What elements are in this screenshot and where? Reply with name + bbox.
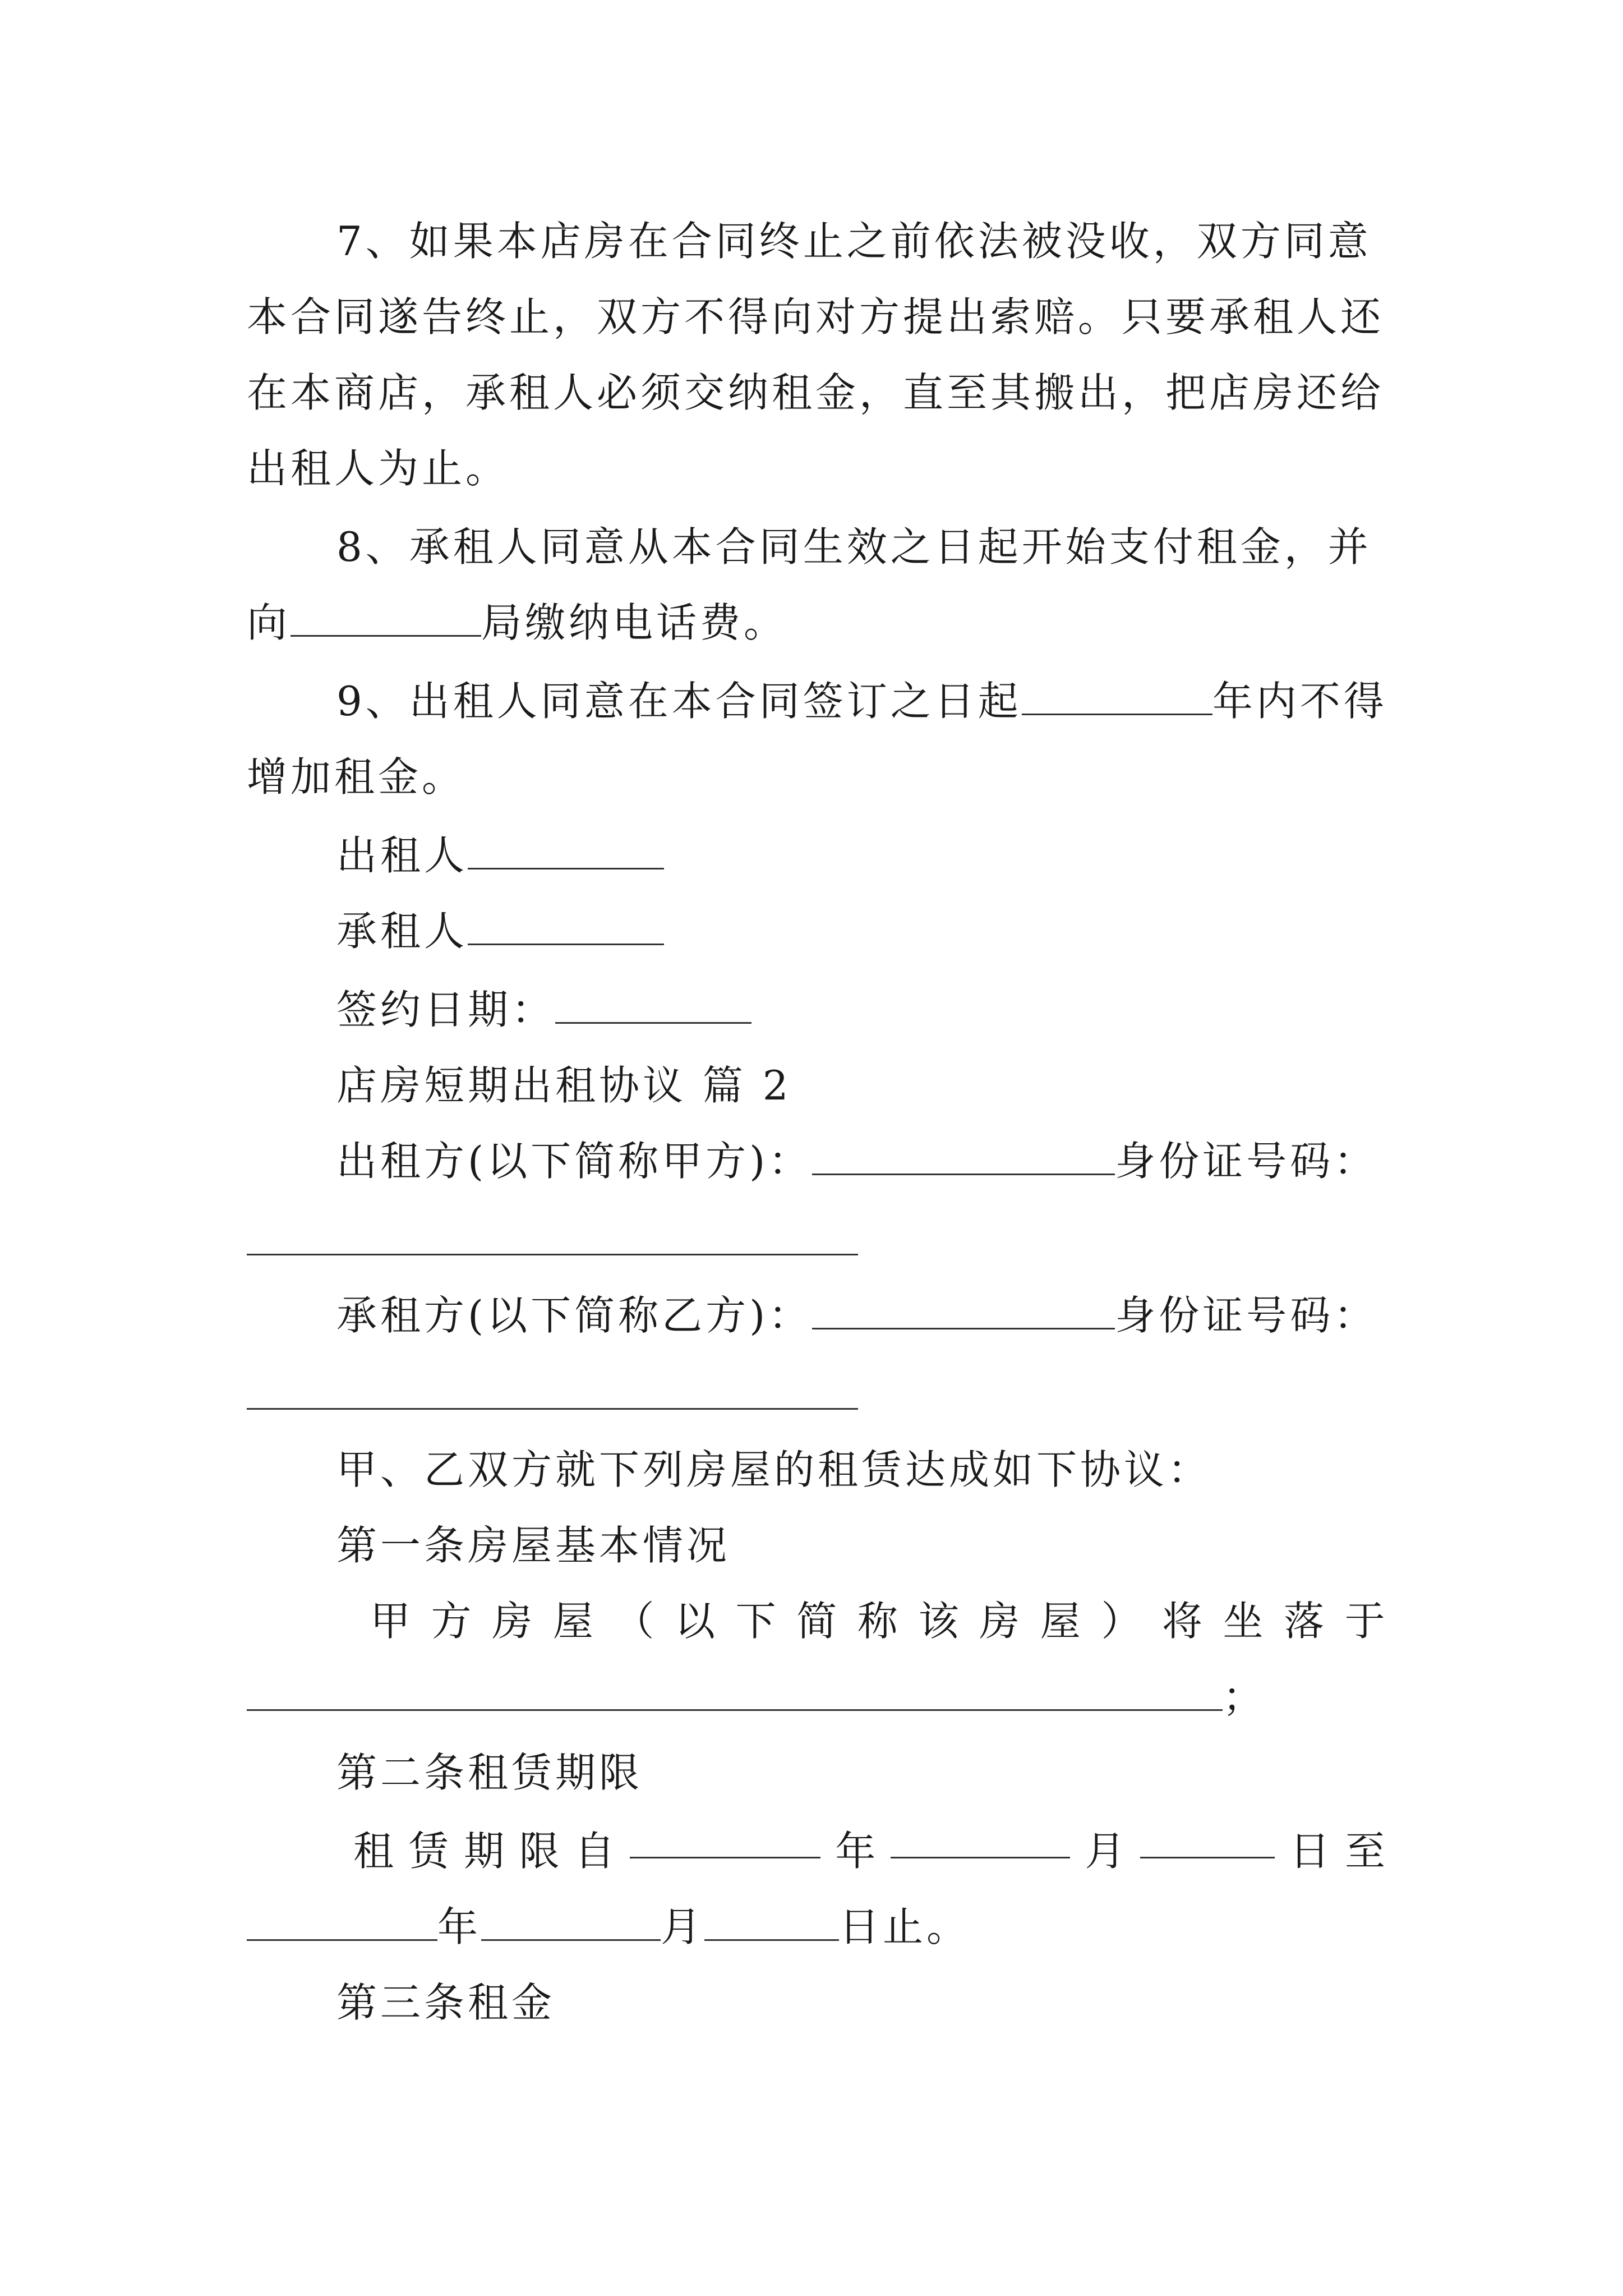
start-month-label: 月 — [1085, 1828, 1126, 1875]
clause-8-suffix: 局缴纳电话费。 — [481, 599, 788, 646]
clause-8-prefix: 向 — [247, 599, 291, 646]
start-year-blank[interactable] — [630, 1818, 820, 1858]
clause-9-prefix: 9、出租人同意在本合同签订之日起 — [336, 678, 1022, 725]
article-1-char: 房 — [979, 1598, 1020, 1645]
end-year-blank[interactable] — [247, 1900, 437, 1941]
article-1-char: 落 — [1284, 1598, 1325, 1645]
clause-7-line-2: 本合同遂告终止，双方不得向对方提出索赔。只要承租人还 — [247, 293, 1385, 341]
article-2-char: 赁 — [408, 1828, 449, 1875]
to-label: 至 — [1344, 1828, 1385, 1875]
article-3-title: 第三条租金 — [336, 1979, 556, 2026]
start-year-label: 年 — [835, 1828, 876, 1875]
lessor-blank[interactable] — [468, 829, 664, 869]
party-a-line — [336, 1128, 1385, 1195]
clause-7-line-3: 在本商店，承租人必须交纳租金，直至其搬出，把店房还给 — [247, 369, 1385, 416]
article-1-char: ） — [1101, 1598, 1142, 1645]
article-2-char: 自 — [574, 1828, 615, 1875]
start-month-blank[interactable] — [891, 1818, 1070, 1858]
party-a-label: 出租方(以下简称甲方)： — [336, 1138, 813, 1185]
clause-7-line-1: 7、如果本店房在合同终止之前依法被没收，双方同意 — [336, 218, 1372, 265]
start-day-blank[interactable] — [1140, 1818, 1275, 1858]
article-1-char: （ — [614, 1598, 654, 1645]
article-1-text — [370, 1588, 1385, 1655]
article-2-title: 第二条租赁期限 — [336, 1749, 643, 1796]
agreement-statement: 甲、乙双方就下列房屋的租赁达成如下协议： — [336, 1446, 1212, 1493]
end-month-label: 月 — [661, 1903, 705, 1950]
article-1-char: 以 — [675, 1598, 716, 1645]
article-1-char: 屋 — [552, 1598, 593, 1645]
clause-7-line-4: 出租人为止。 — [247, 445, 510, 492]
article-1-char: 屋 — [1040, 1598, 1081, 1645]
article-1-char: 下 — [735, 1598, 776, 1645]
telephone-bureau-blank[interactable] — [291, 596, 481, 637]
article-1-char: 将 — [1161, 1598, 1202, 1645]
clause-9-line-1 — [336, 668, 1385, 735]
party-b-blank[interactable] — [812, 1289, 1115, 1329]
article-1-end: ； — [1223, 1673, 1267, 1720]
article-1-address-line — [247, 1663, 1385, 1731]
section-2-title: 店房短期出租协议 篇 2 — [336, 1062, 792, 1109]
article-1-char: 坐 — [1223, 1598, 1264, 1645]
clause-8-line-1: 8、承租人同意从本合同生效之日起开始支付租金，并 — [336, 523, 1372, 570]
lessee-label: 承租人 — [336, 908, 468, 955]
party-a-id-blank[interactable] — [247, 1254, 858, 1255]
article-1-char: 房 — [492, 1598, 533, 1645]
party-a-id-label: 身份证号码： — [1115, 1138, 1378, 1185]
end-day-blank[interactable] — [704, 1900, 839, 1941]
address-blank[interactable] — [247, 1670, 1223, 1711]
article-2-line-1 — [353, 1818, 1385, 1885]
clause-9-line-2: 增加租金。 — [247, 753, 466, 800]
clause-8-line-2 — [247, 589, 1385, 656]
article-1-char: 于 — [1344, 1598, 1385, 1645]
article-2-char: 租 — [353, 1828, 394, 1875]
party-b-label: 承租方(以下简称乙方)： — [336, 1292, 813, 1339]
article-1-char: 称 — [857, 1598, 898, 1645]
clause-9-suffix: 年内不得 — [1212, 678, 1387, 725]
sign-date-label: 签约日期： — [336, 986, 556, 1033]
article-1-char: 该 — [918, 1598, 959, 1645]
party-b-line — [336, 1282, 1385, 1349]
sign-date-blank[interactable] — [555, 983, 751, 1024]
lessor-signature-line — [336, 822, 1385, 889]
sign-date-line — [336, 976, 1385, 1043]
lessee-signature-line — [336, 898, 1385, 965]
years-blank[interactable] — [1022, 674, 1212, 715]
party-b-id-blank[interactable] — [247, 1408, 858, 1410]
article-2-char: 期 — [464, 1828, 505, 1875]
lessor-label: 出租人 — [336, 832, 468, 879]
end-month-blank[interactable] — [481, 1900, 661, 1941]
article-2-char: 限 — [519, 1828, 560, 1875]
end-year-label: 年 — [437, 1903, 482, 1950]
article-1-char: 甲 — [370, 1598, 411, 1645]
article-1-char: 方 — [431, 1598, 472, 1645]
article-1-title: 第一条房屋基本情况 — [336, 1522, 731, 1569]
end-day-label: 日止。 — [839, 1903, 971, 1950]
article-1-char: 简 — [796, 1598, 837, 1645]
party-b-id-label: 身份证号码： — [1115, 1292, 1378, 1339]
start-day-label: 日 — [1289, 1828, 1330, 1875]
lessee-blank[interactable] — [468, 904, 664, 945]
party-a-blank[interactable] — [812, 1134, 1115, 1175]
article-2-line-2 — [247, 1893, 1385, 1961]
